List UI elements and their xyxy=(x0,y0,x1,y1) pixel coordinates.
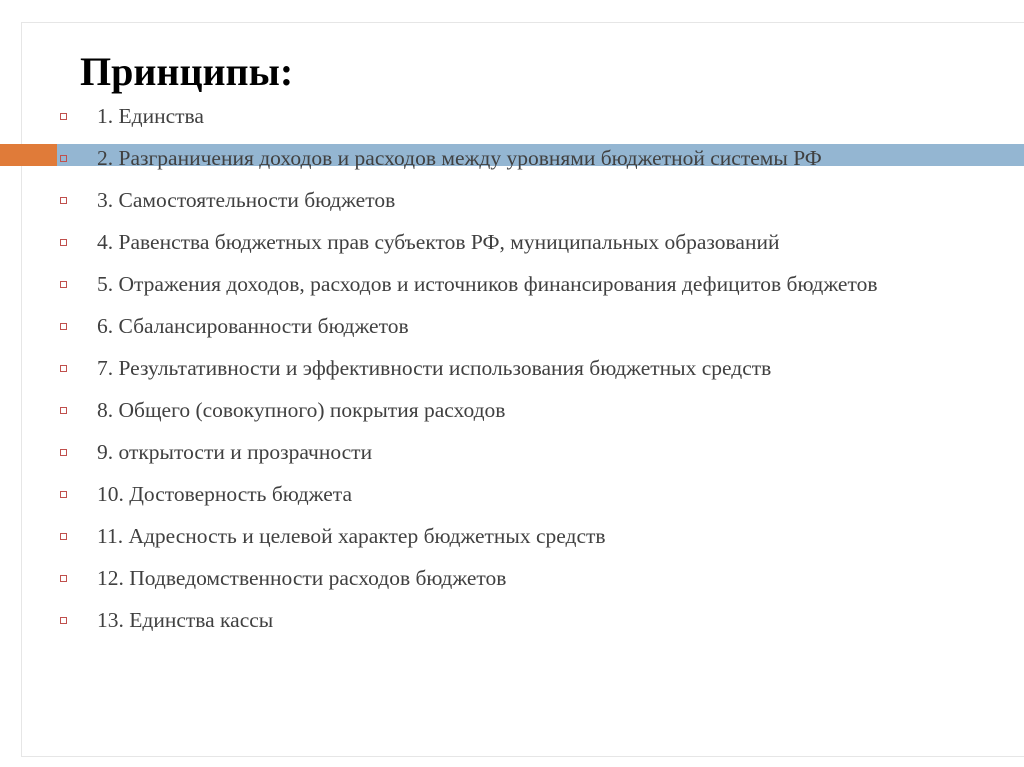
list-item xyxy=(60,353,980,384)
list-item xyxy=(60,101,980,132)
list-item xyxy=(60,227,980,258)
list-item xyxy=(60,521,980,552)
list-item xyxy=(60,437,980,468)
square-bullet-icon xyxy=(60,239,67,246)
list-item-text: 3. Самостоятельности бюджетов xyxy=(97,188,396,212)
list-item xyxy=(60,479,980,510)
list-item xyxy=(60,143,980,174)
list-item xyxy=(60,605,980,636)
list-item-text: 4. Равенства бюджетных прав субъектов РФ, муниципальных образований xyxy=(97,230,780,254)
slide-title: Принципы: xyxy=(80,49,294,94)
square-bullet-icon xyxy=(60,155,67,162)
square-bullet-icon xyxy=(60,449,67,456)
accent-bar-orange xyxy=(0,144,57,166)
square-bullet-icon xyxy=(60,365,67,372)
list-item-text: 10. Достоверность бюджета xyxy=(97,482,352,506)
list-item-text: 5. Отражения доходов, расходов и источников финансирования дефицитов бюджетов xyxy=(97,272,878,296)
square-bullet-icon xyxy=(60,323,67,330)
square-bullet-icon xyxy=(60,281,67,288)
list-item xyxy=(60,395,980,426)
list-item-text: 1. Единства xyxy=(97,104,204,128)
list-item-text: 11. Адресность и целевой характер бюджетных средств xyxy=(97,524,606,548)
square-bullet-icon xyxy=(60,113,67,120)
list-item-text: 9. открытости и прозрачности xyxy=(97,440,373,464)
square-bullet-icon xyxy=(60,617,67,624)
list-item xyxy=(60,311,980,342)
list-item-text: 13. Единства кассы xyxy=(97,608,274,632)
square-bullet-icon xyxy=(60,575,67,582)
list-item xyxy=(60,563,980,594)
list-item xyxy=(60,269,980,300)
list-item-text: 2. Разграничения доходов и расходов между уровнями бюджетной системы РФ xyxy=(97,146,822,170)
list-item xyxy=(60,185,980,216)
list-item-text: 8. Общего (совокупного) покрытия расходов xyxy=(97,398,506,422)
square-bullet-icon xyxy=(60,533,67,540)
list-item-text: 7. Результативности и эффективности использования бюджетных средств xyxy=(97,356,772,380)
square-bullet-icon xyxy=(60,407,67,414)
list-item-text: 6. Сбалансированности бюджетов xyxy=(97,314,409,338)
square-bullet-icon xyxy=(60,491,67,498)
principles-list xyxy=(60,101,980,647)
square-bullet-icon xyxy=(60,197,67,204)
list-item-text: 12. Подведомственности расходов бюджетов xyxy=(97,566,507,590)
